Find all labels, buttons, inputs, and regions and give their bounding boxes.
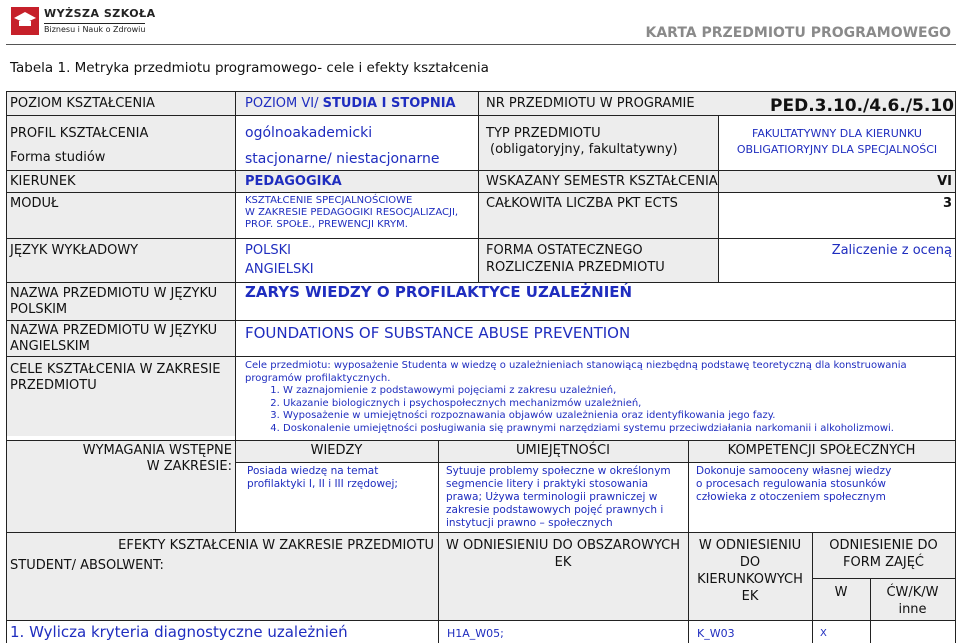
nazwa-en-value: FOUNDATIONS OF SUBSTANCE ABUSE PREVENTION xyxy=(245,324,631,342)
poziom-value-bold: STUDIA I STOPNIA xyxy=(322,96,456,111)
jezyk-value-1: POLSKI xyxy=(245,243,291,258)
doc-title: KARTA PRZEDMIOTU PROGRAMOWEGO xyxy=(645,25,951,41)
student-label: STUDENT/ ABSOLWENT: xyxy=(10,558,164,573)
col-kierunkowych-2: DO xyxy=(739,555,761,570)
ects-value: 3 xyxy=(942,196,952,211)
grid-line xyxy=(812,578,956,579)
modul-value-3: PROF. SPOŁE., PREWENCJI KRYM. xyxy=(245,219,408,230)
typ-label-2: (obligatoryjny, fakultatywny) xyxy=(490,142,678,157)
grid-line xyxy=(718,115,719,282)
profil-value: ogólnoakademicki xyxy=(245,125,373,141)
grid-line xyxy=(6,620,956,621)
forma-value: stacjonarne/ niestacjonarne xyxy=(245,151,440,167)
grid-line xyxy=(235,462,956,463)
last-row-obszar: H1A_W05; xyxy=(447,627,504,640)
logo-line2: Biznesu i Nauk o Zdrowiu xyxy=(44,25,146,34)
modul-value-1: KSZTAŁCENIE SPECJALNOŚCIOWE xyxy=(245,195,413,206)
grid-line xyxy=(6,440,956,441)
table-caption: Tabela 1. Metryka przedmiotu programowego- cele i efekty kształcenia xyxy=(10,60,489,76)
col-obszarowych-1: W ODNIESIENIU DO OBSZAROWYCH xyxy=(445,538,681,553)
col-zajec-2: FORM ZAJĘĆ xyxy=(842,555,924,570)
nazwa-pl-label-1: NAZWA PRZEDMIOTU W JĘZYKU xyxy=(10,286,218,301)
wymagania-label-2: W ZAKRESIE: xyxy=(146,459,232,474)
modul-label: MODUŁ xyxy=(10,196,59,211)
col-zajec-1: ODNIESIENIE DO xyxy=(829,538,938,553)
poziom-label: POZIOM KSZTAŁCENIA xyxy=(10,96,155,111)
grid-line xyxy=(955,91,956,643)
nazwa-en-label-2: ANGIELSKIM xyxy=(10,339,90,354)
nr-value: PED.3.10./4.6./5.10 xyxy=(770,96,954,116)
col-kierunkowych-1: W ODNIESIENIU xyxy=(698,538,802,553)
last-row-text: 1. Wylicza kryteria diagnostyczne uzależnień xyxy=(10,623,348,641)
profil-label: PROFIL KSZTAŁCENIA xyxy=(10,126,149,141)
cele-item: 2. Ukazanie biologicznych i psychospołecznych mechanizmów uzależnień, xyxy=(283,398,953,411)
cele-label-1: CELE KSZTAŁCENIA W ZAKRESIE xyxy=(10,362,221,377)
last-row-x: X xyxy=(820,628,827,639)
grid-line xyxy=(235,91,236,532)
typ-value-1: FAKULTATYWNY DLA KIERUNKU xyxy=(752,127,922,140)
typ-value-2: OBLIGATIORYJNY DLA SPECJALNOŚCI xyxy=(736,143,938,156)
logo-line1: WYŻSZA SZKOŁA xyxy=(44,7,156,20)
col-kierunkowych-3: KIERUNKOWYCH xyxy=(697,572,803,587)
nazwa-pl-value: ZARYS WIEDZY O PROFILAKTYCE UZALEŻNIEŃ xyxy=(245,283,633,301)
cele-item: 1. W zaznajomienie z podstawowymi pojęciami z zakresu uzależnień, xyxy=(283,385,953,398)
col-kierunkowych-4: EK xyxy=(741,589,759,604)
modul-value-2: W ZAKRESIE PEDAGOGIKI RESOCJALIZACJI, xyxy=(245,207,459,218)
logo-emblem-icon xyxy=(10,6,40,36)
cele-intro: Cele przedmiotu: wyposażenie Studenta w wiedzę o uzależnieniach stanowiącą niezbędną podstawę teoretyczną dla konstruowania programów profilaktycznych. xyxy=(245,360,907,384)
semestr-label: WSKAZANY SEMESTR KSZTAŁCENIA xyxy=(486,174,718,189)
forma-rozl-label-2: ROZLICZENIA PRZEDMIOTU xyxy=(486,260,665,275)
grid-line xyxy=(6,192,956,193)
kierunek-value: PEDAGOGIKA xyxy=(245,174,342,189)
wiedzy-head: WIEDZY xyxy=(310,443,363,458)
grid-line xyxy=(6,238,956,239)
cele-label-2: PRZEDMIOTU xyxy=(10,378,97,393)
poziom-value-prefix: POZIOM VI/ xyxy=(245,96,323,111)
kompetencji-head: KOMPETENCJI SPOŁECZNYCH xyxy=(727,443,916,458)
typ-label-1: TYP PRZEDMIOTU xyxy=(486,126,601,141)
poziom-value xyxy=(245,96,456,112)
wiedzy-value: Posiada wiedzę na temat profilaktyki I, II i III rzędowej; xyxy=(247,465,398,490)
grid-line xyxy=(6,91,7,643)
col-cw-1: ĆW/K/W xyxy=(886,585,939,600)
kierunek-row-bg xyxy=(6,170,956,192)
kompetencji-value: Dokonuje samooceny własnej wiedzy o procesach regulowania stosunków człowieka z otoczeniem społecznym xyxy=(696,465,892,503)
grid-line xyxy=(6,356,956,357)
col-cw-2: inne xyxy=(898,602,927,617)
wymagania-label-1: WYMAGANIA WSTĘPNE xyxy=(82,443,232,458)
grid-line xyxy=(6,91,956,92)
grid-line xyxy=(6,170,956,171)
umiejetnosci-value: Sytuuje problemy społeczne w określonym segmencie litery i praktyki stosowania prawa; Używa terminologii prawniczej w zakresie podstawowych pojęć prawnych i instytucji prawno – społecznych xyxy=(446,465,671,529)
col-obszarowych-2: EK xyxy=(554,555,572,570)
nazwa-pl-label-2: POLSKIM xyxy=(10,302,68,317)
grid-line xyxy=(478,91,479,282)
kierunek-label: KIERUNEK xyxy=(10,174,76,189)
grid-line xyxy=(6,532,956,533)
cele-item: 4. Doskonalenie umiejętności posługiwania się prawnymi narzędziami systemu przeciwdziałania narkomanii i alkoholizmowi. xyxy=(283,423,953,436)
semestr-value: VI xyxy=(937,174,952,189)
grid-line xyxy=(6,320,956,321)
cele-content xyxy=(245,360,953,435)
forma-label: Forma studiów xyxy=(10,150,106,165)
umiejetnosci-head: UMIEJĘTNOŚCI xyxy=(516,443,610,458)
jezyk-label: JĘZYK WYKŁADOWY xyxy=(10,243,139,258)
forma-rozl-label-1: FORMA OSTATECZNEGO xyxy=(486,243,643,258)
school-logo xyxy=(10,6,156,36)
header-rule xyxy=(6,44,956,45)
col-w: W xyxy=(834,585,848,600)
forma-rozl-value: Zaliczenie z oceną xyxy=(831,243,952,258)
nr-label: NR PRZEDMIOTU W PROGRAMIE xyxy=(486,96,695,111)
nazwa-en-label-1: NAZWA PRZEDMIOTU W JĘZYKU xyxy=(10,323,218,338)
jezyk-value-2: ANGIELSKI xyxy=(245,262,314,277)
efekty-label: EFEKTY KSZTAŁCENIA W ZAKRESIE PRZEDMIOTU xyxy=(118,538,434,553)
last-row-kier: K_W03 xyxy=(697,627,735,640)
cele-item: 3. Wyposażenie w umiejętności rozpoznawania objawów uzależnienia oraz identyfikowania jego fazy. xyxy=(283,410,953,423)
cele-list xyxy=(245,385,953,435)
ects-label: CAŁKOWITA LICZBA PKT ECTS xyxy=(486,196,678,211)
